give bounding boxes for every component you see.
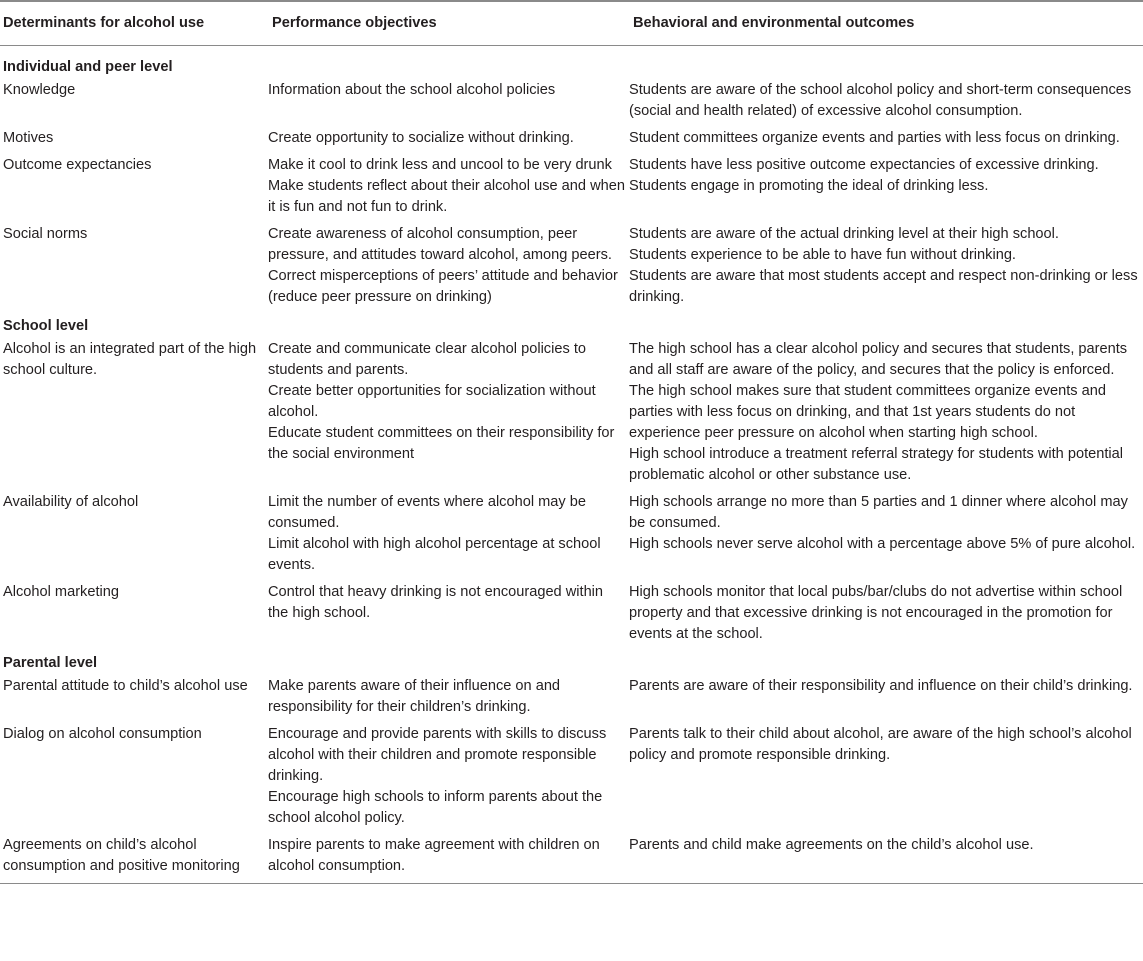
objectives-cell — [268, 722, 629, 833]
objective-text: Limit the number of events where alcohol may be consumed. — [268, 494, 586, 531]
objectives-cell — [268, 337, 629, 490]
table-row — [0, 580, 1143, 649]
table-row — [0, 722, 1143, 833]
objective-text: Make parents aware of their influence on and responsibility for their children’s drinking. — [268, 678, 561, 715]
section-title: Individual and peer level — [3, 59, 173, 75]
objective-text: Make students reflect about their alcohol use and when it is fun and not fun to drink. — [268, 178, 625, 215]
objective-text: Information about the school alcohol policies — [268, 82, 556, 98]
table-row — [0, 674, 1143, 722]
section-row — [0, 649, 1143, 674]
objective-text: Create opportunity to socialize without drinking. — [268, 130, 574, 146]
objectives-cell — [268, 126, 629, 153]
objective-text: Educate student committees on their responsibility for the social environment — [268, 425, 615, 462]
table-row — [0, 153, 1143, 222]
objectives-cell — [268, 833, 629, 884]
outcome-text: High schools arrange no more than 5 parties and 1 dinner where alcohol may be consumed. — [629, 494, 1128, 531]
objectives-cell — [268, 153, 629, 222]
outcomes-cell — [629, 722, 1143, 833]
objective-text: Create awareness of alcohol consumption, peer pressure, and attitudes toward alcohol, among peers. — [268, 226, 612, 263]
determinant-cell: Availability of alcohol — [3, 494, 139, 510]
determinant-cell: Alcohol is an integrated part of the high school culture. — [3, 341, 257, 378]
table-row — [0, 337, 1143, 490]
outcomes-cell — [629, 490, 1143, 580]
outcome-text: The high school has a clear alcohol policy and secures that students, parents and all staff are aware of the policy, and secures that the policy is enforced. — [629, 341, 1128, 378]
outcomes-cell — [629, 222, 1143, 312]
outcomes-cell — [629, 674, 1143, 722]
determinant-cell: Outcome expectancies — [3, 157, 152, 173]
table-header — [0, 1, 1143, 46]
determinant-cell: Alcohol marketing — [3, 584, 119, 600]
section-title: School level — [3, 318, 89, 334]
objective-text: Make it cool to drink less and uncool to be very drunk — [268, 157, 612, 173]
header-outcomes: Behavioral and environmental outcomes — [629, 1, 1143, 46]
objectives-cell — [268, 222, 629, 312]
outcomes-cell — [629, 833, 1143, 884]
outcome-text: Students have less positive outcome expectancies of excessive drinking. — [629, 157, 1099, 173]
determinant-cell: Knowledge — [3, 82, 76, 98]
table-row — [0, 78, 1143, 126]
outcome-text: Students are aware of the actual drinking level at their high school. — [629, 226, 1059, 242]
determinant-cell: Parental attitude to child’s alcohol use — [3, 678, 248, 694]
outcome-text: Student committees organize events and parties with less focus on drinking. — [629, 130, 1120, 146]
section-title: Parental level — [3, 655, 98, 671]
table-row — [0, 222, 1143, 312]
outcome-text: Parents and child make agreements on the child’s alcohol use. — [629, 837, 1034, 853]
outcome-text: Students are aware of the school alcohol policy and short-term consequences (social and health related) of excessive alcohol consumption. — [629, 82, 1132, 119]
determinant-cell: Dialog on alcohol consumption — [3, 726, 202, 742]
header-row — [0, 1, 1143, 46]
outcomes-cell — [629, 580, 1143, 649]
objectives-cell — [268, 490, 629, 580]
outcomes-cell — [629, 78, 1143, 126]
outcome-text: Students experience to be able to have fun without drinking. — [629, 247, 1016, 263]
outcome-text: Students engage in promoting the ideal of drinking less. — [629, 178, 989, 194]
objective-text: Encourage high schools to inform parents about the school alcohol policy. — [268, 789, 603, 826]
outcome-text: High schools monitor that local pubs/bar/clubs do not advertise within school property and that excessive drinking is not encouraged in the promotion for events at the school. — [629, 584, 1123, 642]
table-body — [0, 46, 1143, 884]
outcome-text: Parents talk to their child about alcohol, are aware of the high school’s alcohol policy and promote responsible drinking. — [629, 726, 1132, 763]
header-performance-objectives: Performance objectives — [268, 1, 629, 46]
objectives-cell — [268, 674, 629, 722]
table-row — [0, 833, 1143, 884]
outcome-text: Parents are aware of their responsibility and influence on their child’s drinking. — [629, 678, 1133, 694]
objectives-cell — [268, 580, 629, 649]
table-row — [0, 490, 1143, 580]
header-determinants: Determinants for alcohol use — [0, 1, 268, 46]
section-row — [0, 46, 1143, 79]
objective-text: Inspire parents to make agreement with children on alcohol consumption. — [268, 837, 600, 874]
determinant-cell: Social norms — [3, 226, 88, 242]
outcome-text: Students are aware that most students accept and respect non-drinking or less drinking. — [629, 268, 1138, 305]
objective-text: Control that heavy drinking is not encouraged within the high school. — [268, 584, 604, 621]
outcomes-cell — [629, 153, 1143, 222]
objective-text: Correct misperceptions of peers’ attitude and behavior (reduce peer pressure on drinking) — [268, 268, 618, 305]
outcome-text: High school introduce a treatment referral strategy for students with potential problematic alcohol or other substance use. — [629, 446, 1124, 483]
outcomes-cell — [629, 337, 1143, 490]
table-row — [0, 126, 1143, 153]
outcome-text: The high school makes sure that student committees organize events and parties with less focus on drinking, and that 1st years students do not experience peer pressure on alcohol when starting high school. — [629, 383, 1106, 441]
outcomes-cell — [629, 126, 1143, 153]
objective-text: Limit alcohol with high alcohol percentage at school events. — [268, 536, 601, 573]
determinant-cell: Motives — [3, 130, 54, 146]
outcome-text: High schools never serve alcohol with a percentage above 5% of pure alcohol. — [629, 536, 1136, 552]
objective-text: Create better opportunities for socialization without alcohol. — [268, 383, 596, 420]
section-row — [0, 312, 1143, 337]
objective-text: Create and communicate clear alcohol policies to students and parents. — [268, 341, 586, 378]
determinant-cell: Agreements on child’s alcohol consumption and positive monitoring — [0, 833, 268, 884]
objectives-cell — [268, 78, 629, 126]
objective-text: Encourage and provide parents with skills to discuss alcohol with their children and promote responsible drinking. — [268, 726, 607, 784]
